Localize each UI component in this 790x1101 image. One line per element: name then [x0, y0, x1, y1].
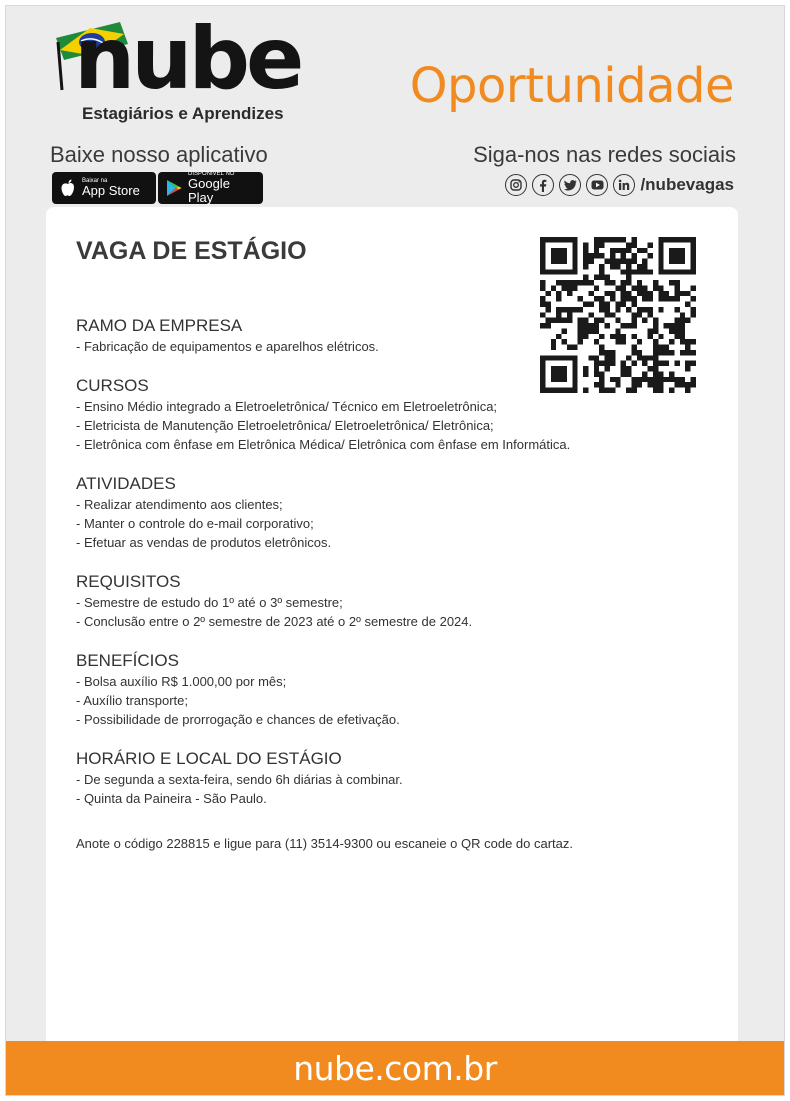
facebook-icon[interactable]	[532, 174, 554, 196]
apple-icon	[60, 179, 76, 197]
section-line: - Ensino Médio integrado a Eletroeletrônica/ Técnico em Eletroeletrônica;	[76, 399, 498, 414]
headline: Oportunidade	[409, 58, 734, 114]
logo-subtitle: Estagiários e Aprendizes	[82, 104, 284, 123]
section-title: ATIVIDADES	[76, 474, 176, 493]
job-card	[46, 207, 738, 1047]
linkedin-icon[interactable]	[613, 174, 635, 196]
contact-note: Anote o código 228815 e ligue para (11) 3514-9300 ou escaneie o QR code do cartaz.	[76, 836, 573, 851]
section-title: REQUISITOS	[76, 572, 181, 591]
section-title: HORÁRIO E LOCAL DO ESTÁGIO	[76, 749, 342, 768]
google-play-small-label: DISPONÍVEL NO	[188, 170, 235, 177]
section-title: RAMO DA EMPRESA	[76, 316, 243, 335]
section-atividades	[76, 473, 696, 552]
logo-wordmark: nube	[74, 9, 301, 109]
google-play-icon	[166, 179, 182, 197]
social-label: Siga-nos nas redes sociais	[473, 142, 736, 167]
section-line: - Conclusão entre o 2º semestre de 2023 até o 2º semestre de 2024.	[76, 614, 473, 629]
section-line: - Efetuar as vendas de produtos eletrônicos.	[76, 535, 332, 550]
section-requisitos	[76, 571, 696, 631]
section-line: - Realizar atendimento aos clientes;	[76, 497, 283, 512]
social-handle[interactable]: /nubevagas	[640, 175, 734, 194]
section-line: - Manter o controle do e-mail corporativo;	[76, 516, 314, 531]
section-line: - Possibilidade de prorrogação e chances de efetivação.	[76, 712, 400, 727]
app-download-label: Baixe nosso aplicativo	[50, 142, 268, 167]
section-line: - Fabricação de equipamentos e aparelhos elétricos.	[76, 339, 379, 354]
section-line: - Semestre de estudo do 1º até o 3º semestre;	[76, 595, 343, 610]
section-line: - Eletricista de Manutenção Eletroeletrônica/ Eletroeletrônica/ Eletrônica;	[76, 418, 494, 433]
google-play-label: Google Play	[188, 175, 230, 205]
section-title: CURSOS	[76, 376, 149, 395]
section-line: - Quinta da Paineira - São Paulo.	[76, 791, 267, 806]
section-line: - Bolsa auxílio R$ 1.000,00 por mês;	[76, 674, 287, 689]
job-title: VAGA DE ESTÁGIO	[76, 237, 307, 265]
footer-bar	[6, 1041, 784, 1095]
section-line: - Auxílio transporte;	[76, 693, 188, 708]
nube-logo	[50, 9, 310, 130]
website-link[interactable]: nube.com.br	[293, 1048, 497, 1088]
section-ramo	[76, 315, 696, 356]
app-store-label: App Store	[82, 182, 140, 198]
section-line: - Eletrônica com ênfase em Eletrônica Médica/ Eletrônica com ênfase em Informática.	[76, 437, 571, 452]
poster	[6, 6, 784, 1095]
twitter-icon[interactable]	[559, 174, 581, 196]
job-sections	[76, 315, 696, 853]
section-beneficios	[76, 650, 696, 729]
app-store-button[interactable]	[52, 172, 156, 204]
youtube-icon[interactable]	[586, 174, 608, 196]
app-store-small-label: Baixar na	[82, 177, 108, 184]
google-play-button[interactable]	[158, 172, 263, 204]
section-horario-local	[76, 748, 696, 808]
instagram-icon[interactable]	[505, 174, 527, 196]
social-links	[505, 174, 734, 196]
section-line: - De segunda a sexta-feira, sendo 6h diárias à combinar.	[76, 772, 403, 787]
section-cursos	[76, 375, 696, 454]
section-title: BENEFÍCIOS	[76, 651, 179, 670]
